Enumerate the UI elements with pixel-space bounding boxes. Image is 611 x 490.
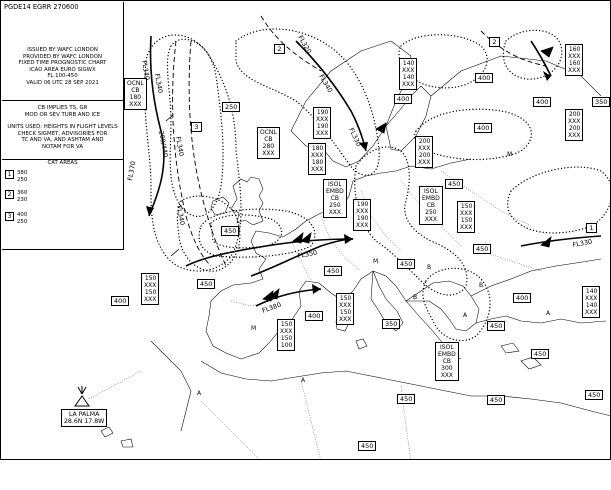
jet-label: FL330	[347, 126, 363, 148]
tropopause-height: 450	[487, 321, 505, 331]
tropopause-height: 400	[475, 73, 493, 83]
turb-line: 140	[585, 288, 598, 295]
cloud-label-line: ISOL	[440, 344, 454, 351]
cloud-label-line: EMBD	[326, 188, 344, 195]
turb-line: 190	[356, 215, 369, 222]
turb-line: 140	[585, 302, 598, 309]
cloud-label-line: OCNL	[127, 80, 144, 87]
tropopause-height: 450	[445, 179, 463, 189]
turb-line: XXX	[339, 302, 352, 309]
cloud-label-line: 280	[262, 143, 275, 150]
jet-label: 200/440	[157, 129, 170, 158]
jet-label: FL340	[153, 72, 165, 94]
turb-line: XXX	[568, 132, 581, 139]
turb-line: XXX	[568, 53, 581, 60]
turb-line: 200	[418, 152, 431, 159]
turb-line: 150	[280, 335, 293, 342]
turb-line: 100	[280, 342, 293, 349]
turb-line: 190	[356, 201, 369, 208]
pressure-centre-label: M	[373, 258, 379, 265]
cloud-label-line: 250	[329, 202, 341, 209]
pressure-centre-label: M	[251, 325, 257, 332]
cloud-label-line: ISOL	[328, 181, 342, 188]
tropopause-height: 450	[585, 390, 603, 400]
tropopause-height: 350	[592, 97, 610, 107]
jet-label: FL330	[571, 237, 593, 249]
tropopause-height: 450	[397, 394, 415, 404]
cat-area-id: 3	[5, 212, 14, 221]
turb-line: XXX	[311, 152, 324, 159]
turb-line: 180	[311, 145, 324, 152]
cloud-label-line: CB	[442, 358, 452, 365]
cat-area-id: 1	[5, 170, 14, 179]
tropopause-height: 400	[533, 97, 551, 107]
jet-label: FL320	[296, 34, 314, 56]
turb-line: XXX	[402, 81, 415, 88]
turb-line: 150	[144, 275, 157, 282]
tropopause-height: 450	[531, 349, 549, 359]
turb-line: 200	[418, 138, 431, 145]
jet-label-layer	[1, 1, 611, 460]
tropopause-height: 400	[513, 293, 531, 303]
tropopause-height: 450	[473, 244, 491, 254]
turb-line: XXX	[144, 282, 157, 289]
tropopause-height: 400	[474, 123, 492, 133]
jet-label: FL350	[296, 248, 318, 260]
issued-line: ICAO AREA EURO SIGWX	[29, 66, 96, 73]
turb-line: 150	[144, 289, 157, 296]
cloud-label-line: EMBD	[438, 351, 456, 358]
jet-label: FL340	[140, 59, 152, 81]
cloud-label-line: XXX	[328, 209, 342, 216]
turb-line: XXX	[144, 296, 157, 303]
turb-line: 200	[568, 111, 581, 118]
units-line: TC AND VA, AND ASHTAM AND	[21, 137, 104, 144]
cat-area-base: 250	[17, 219, 28, 225]
turb-line: 160	[568, 60, 581, 67]
cloud-label-line: EMBD	[422, 195, 440, 202]
turb-line: XXX	[316, 116, 329, 123]
pressure-centre-label: B	[427, 264, 432, 271]
turb-line: 190	[316, 109, 329, 116]
issued-line: FL 100-450	[47, 73, 78, 80]
turb-line: XXX	[316, 130, 329, 137]
tropopause-height: 450	[197, 279, 215, 289]
turb-line: XXX	[356, 222, 369, 229]
notes-line: CB IMPLIES TS, GR	[37, 105, 88, 111]
cloud-label-line: CB	[264, 136, 273, 143]
cloud-label-line: 180	[129, 94, 142, 101]
issued-line: VALID 06 UTC 28 SEP 2021	[26, 79, 99, 86]
cat-areas-title: CAT AREAS	[47, 160, 78, 166]
jet-label: FL370	[126, 160, 138, 182]
tropopause-height: 400	[305, 311, 323, 321]
turb-line: XXX	[418, 145, 431, 152]
turb-line: 140	[402, 60, 415, 67]
units-line: UNITS USED: HEIGHTS IN FLIGHT LEVELS	[7, 124, 118, 130]
pressure-centre-label: A	[546, 310, 551, 317]
cat-area-top: 360	[17, 190, 28, 196]
notes-line: MOD OR SEV TURB AND ICE	[24, 111, 101, 118]
cloud-label-line: 250	[425, 209, 437, 216]
tropopause-height: 350	[382, 319, 400, 329]
turb-line: 200	[568, 125, 581, 132]
tropopause-height: 400	[394, 94, 412, 104]
tropopause-height: 250	[222, 102, 240, 112]
tropopause-height: 450	[397, 259, 415, 269]
turb-line: XXX	[418, 159, 431, 166]
turb-line: XXX	[339, 316, 352, 323]
jet-label: FL340	[175, 204, 187, 226]
turb-line: 190	[316, 123, 329, 130]
pressure-centre-label: A	[197, 390, 202, 397]
cat-marker: 1	[586, 223, 597, 233]
pressure-centre-label: M	[507, 151, 513, 158]
cloud-label-line: OCNL	[260, 129, 277, 136]
volcano-position: 28.6N 17.8W	[64, 418, 105, 425]
units-line: CHECK SIGMET, ADVISORIES FOR	[17, 130, 108, 137]
jet-label: FL380	[260, 300, 283, 315]
pressure-centre-label: A	[463, 312, 468, 319]
cat-area-base: 250	[17, 177, 28, 183]
tropopause-height: 450	[221, 226, 239, 236]
turb-line: 150	[339, 309, 352, 316]
tropopause-height: 450	[358, 441, 376, 451]
issued-line: PROVIDED BY WAFC LONDON	[22, 53, 103, 60]
turb-line: XXX	[585, 295, 598, 302]
cat-area-top: 400	[17, 212, 28, 218]
cloud-label-line: XXX	[129, 101, 142, 108]
turb-line: XXX	[460, 224, 473, 231]
turb-line: XXX	[356, 208, 369, 215]
cloud-label-line: 300	[441, 365, 453, 372]
cat-marker: 3	[191, 122, 202, 132]
cloud-label-line: XXX	[440, 372, 454, 379]
pressure-centre-label: B	[479, 282, 484, 289]
jet-label: FL340	[174, 135, 186, 157]
units-line: NOTAM FOR VA	[41, 143, 84, 150]
issued-line: ISSUED BY WAFC LONDON	[27, 47, 98, 53]
issued-line: FIXED TIME PROGNOSTIC CHART	[18, 60, 107, 67]
cat-marker: 2	[274, 44, 285, 54]
jet-label: FL340	[317, 73, 335, 95]
turb-line: 150	[280, 321, 293, 328]
turb-line: XXX	[311, 166, 324, 173]
tropopause-height: 450	[487, 395, 505, 405]
cloud-label-line: CB	[131, 87, 140, 94]
cat-area-top: 380	[17, 170, 28, 176]
cloud-label-line: XXX	[424, 216, 438, 223]
cloud-label-line: CB	[426, 202, 436, 209]
pressure-centre-label: B	[413, 294, 418, 301]
pressure-centre-label: A	[301, 377, 306, 384]
tropopause-height: 400	[111, 296, 129, 306]
turb-line: 140	[402, 74, 415, 81]
turb-line: XXX	[402, 67, 415, 74]
volcano-name: LA PALMA	[68, 411, 100, 418]
cat-area-id: 2	[5, 190, 14, 199]
turb-line: 160	[568, 46, 581, 53]
turb-line: XXX	[585, 309, 598, 316]
turb-line: 150	[339, 295, 352, 302]
cloud-label-line: ISOL	[424, 188, 438, 195]
tropopause-height: 450	[324, 266, 342, 276]
cloud-label-line: CB	[330, 195, 340, 202]
turb-line: XXX	[568, 67, 581, 74]
cat-marker: 2	[489, 37, 500, 47]
turb-line: XXX	[280, 328, 293, 335]
turb-line: XXX	[568, 118, 581, 125]
turb-line: 150	[460, 217, 473, 224]
turb-line: XXX	[460, 210, 473, 217]
turb-line: 150	[460, 203, 473, 210]
cat-area-base: 230	[17, 197, 28, 203]
turb-line: 180	[311, 159, 324, 166]
chart-title: PGDE14 EGRR 270600	[4, 3, 79, 11]
cloud-label-line: XXX	[262, 150, 275, 157]
